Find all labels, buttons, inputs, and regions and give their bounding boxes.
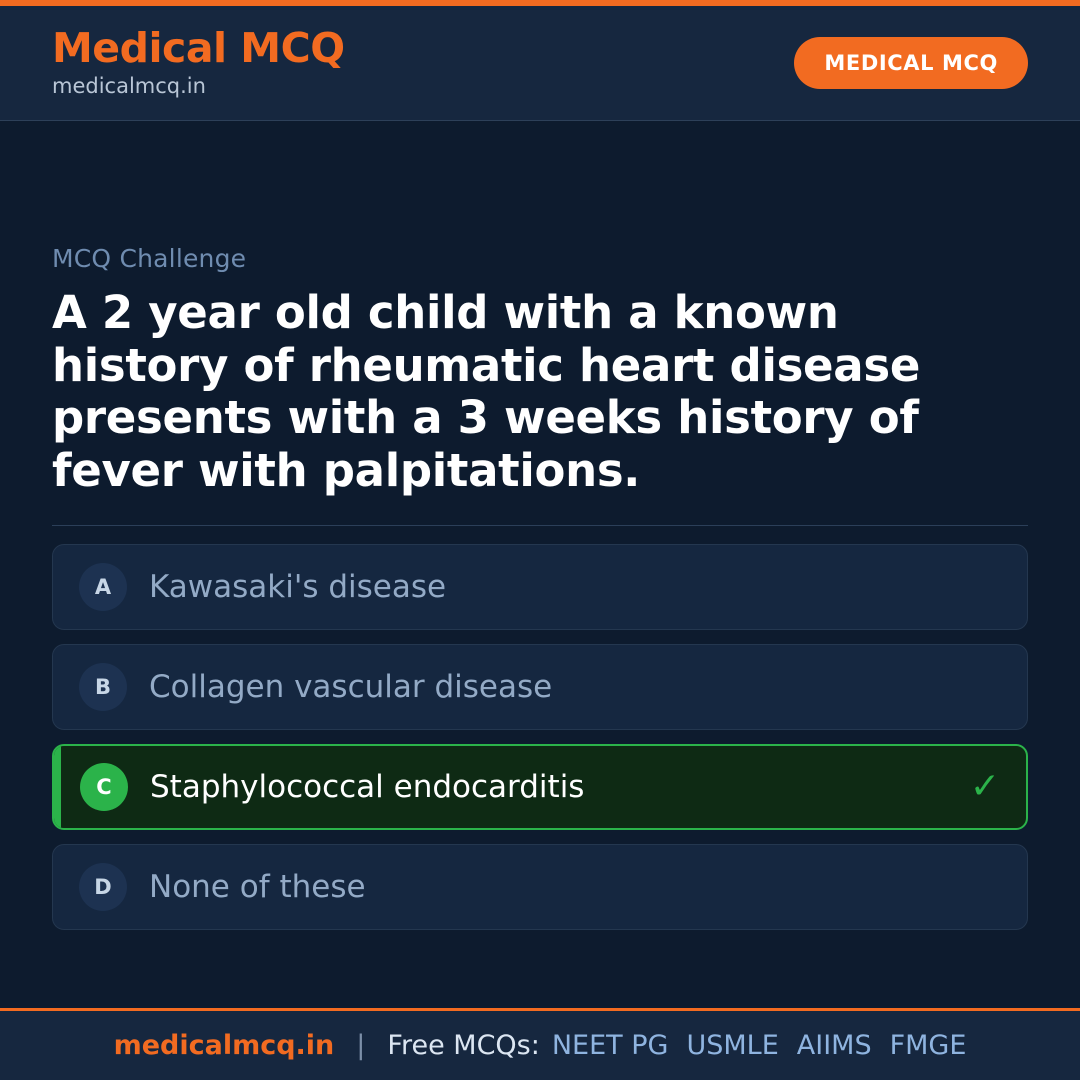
option-d-letter: D: [79, 863, 127, 911]
footer-exam-list: [552, 1030, 967, 1061]
footer-exam-aiims: AIIMS: [796, 1030, 872, 1061]
option-b[interactable]: [52, 644, 1028, 730]
footer-exam-fmge: FMGE: [889, 1030, 967, 1061]
correct-indicator-bar: [54, 746, 61, 828]
check-icon: ✓: [969, 765, 1000, 807]
option-a-text: Kawasaki's disease: [149, 568, 447, 605]
main-content: [0, 121, 1080, 1008]
header: [0, 6, 1080, 121]
option-c-letter: C: [80, 763, 128, 811]
eyebrow-label: MCQ Challenge: [52, 244, 247, 273]
option-d[interactable]: [52, 844, 1028, 930]
footer-label: Free MCQs:: [387, 1030, 540, 1061]
option-c[interactable]: [52, 744, 1028, 830]
footer-separator: |: [356, 1030, 366, 1061]
badge-medical-mcq: MEDICAL MCQ: [794, 37, 1028, 89]
option-d-text: None of these: [149, 868, 366, 905]
option-a-letter: A: [79, 563, 127, 611]
footer-exam-neetpg: NEET PG: [551, 1030, 669, 1061]
question-text: A 2 year old child with a known history of rheumatic heart disease presents with a 3 weeks history of fever with palpitations.: [52, 286, 921, 497]
footer-exam-usmle: USMLE: [686, 1030, 779, 1061]
brand: [52, 24, 345, 99]
option-b-letter: B: [79, 663, 127, 711]
divider: [52, 525, 1028, 526]
footer-site[interactable]: medicalmcq.in: [113, 1030, 335, 1061]
brand-subtitle: medicalmcq.in: [52, 74, 206, 99]
options-list: [52, 544, 1028, 930]
option-c-text: Staphylococcal endocarditis: [150, 768, 585, 805]
footer: [0, 1008, 1080, 1080]
brand-title: Medical MCQ: [52, 24, 345, 73]
option-a[interactable]: [52, 544, 1028, 630]
option-b-text: Collagen vascular disease: [149, 668, 553, 705]
